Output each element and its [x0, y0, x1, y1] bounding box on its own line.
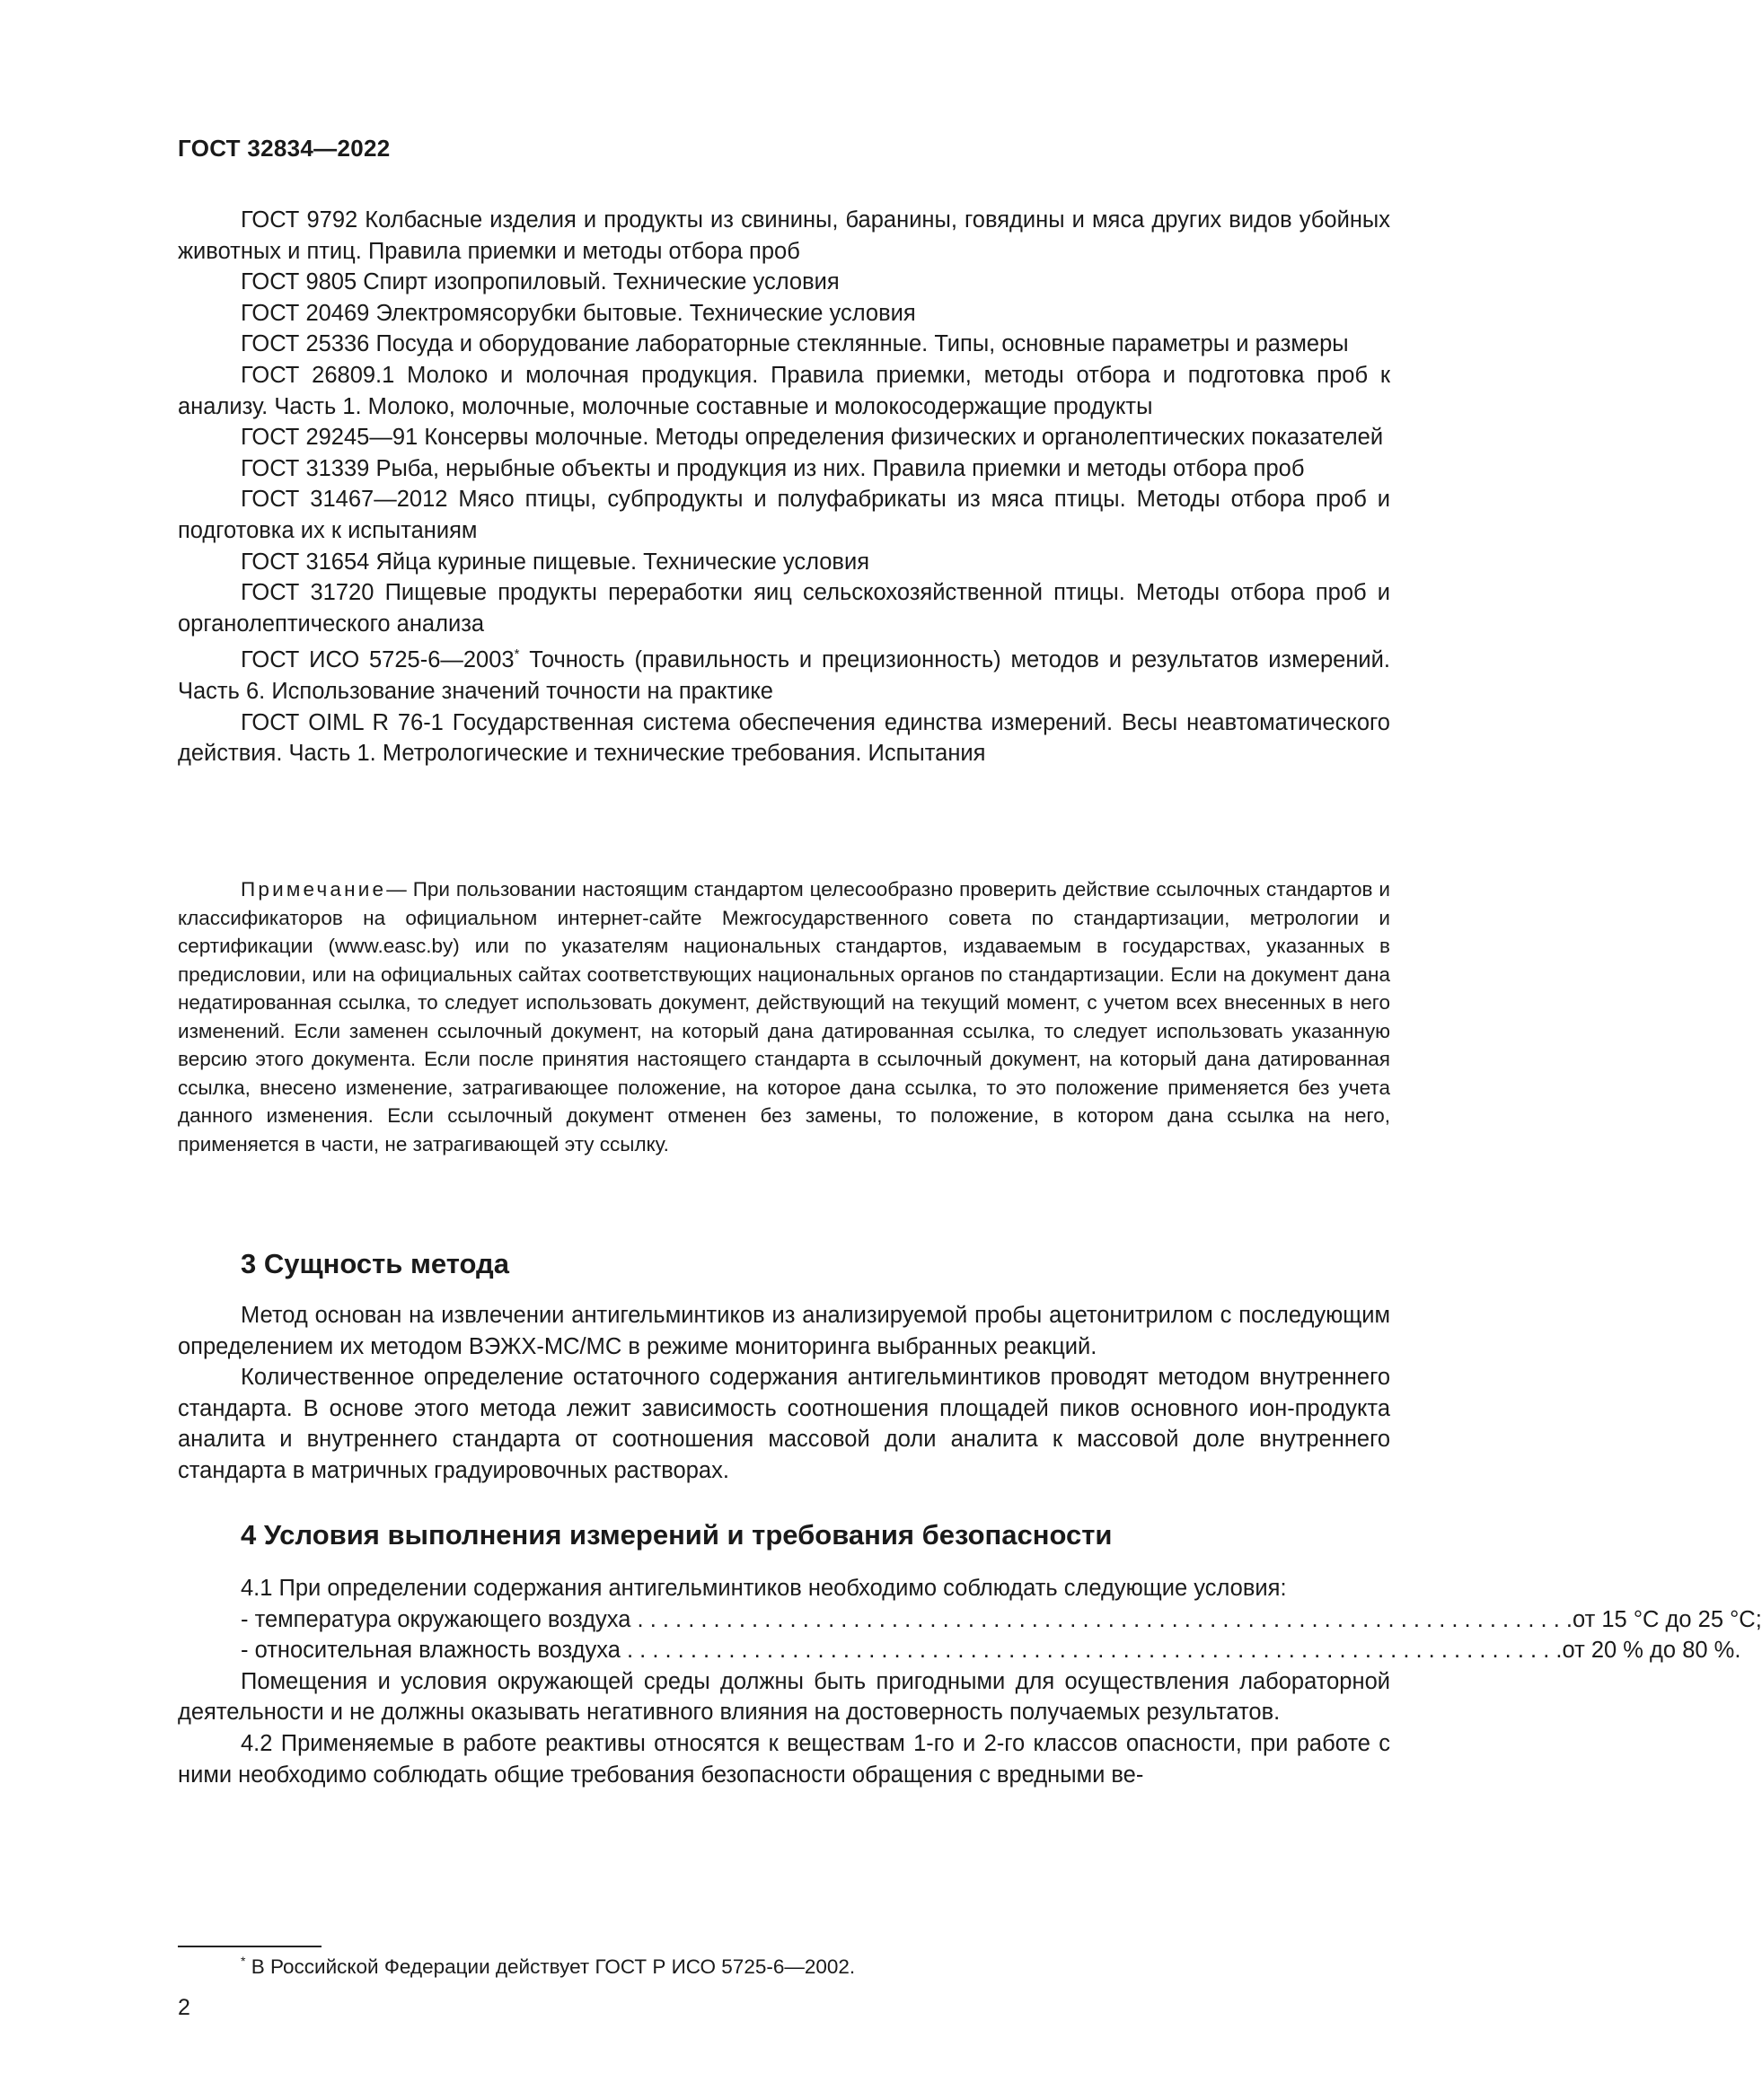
reference-item	[178, 639, 1390, 707]
paragraph: Количественное определение остаточного содержания антигельминтиков проводят методом внутреннего стандарта. В основе этого метода лежит зависимость соотношения площадей пиков основного ион-продукта аналита и внутреннего стандарта от соотношения массовой доли аналита к массовой доле внутреннего стандарта в матричных градуировочных растворах.	[178, 1365, 1390, 1483]
reference-item	[178, 547, 1390, 578]
normative-references-list	[178, 205, 1390, 769]
reference-title: Спирт изопропиловый. Технические условия	[363, 269, 840, 295]
leader-dots: . . . . . . . . . . . . . . . . . . . . . . . . . . . . . . . . . . . . . . . . . . . . . . . . . . . . . . . . . . . . . . . . . . . . . . . . . .	[630, 1606, 1573, 1632]
reference-code: ГОСТ 29245—91	[241, 425, 418, 451]
condition-item	[178, 1604, 1762, 1636]
condition-value: от 15 °С до 25 °С;	[1572, 1606, 1762, 1632]
paragraph: Метод основан на извлечении антигельминтиков из анализируемой пробы ацетонитрилом с последующим определением их методом ВЭЖХ-МС/МС в режиме мониторинга выбранных реакций.	[178, 1303, 1390, 1359]
paragraph: 4.2 Применяемые в работе реактивы относятся к веществам 1-го и 2-го классов опасности, при работе с ними необходимо соблюдать общие требования безопасности обращения с вредными ве-	[178, 1730, 1390, 1788]
condition-value: от 20 % до 80 %.	[1562, 1638, 1741, 1664]
reference-title: Молоко и молочная продукция. Правила приемки, методы отбора и подготовка проб к анализу. Часть 1. Молоко, молочные, молочные составные и молокосодержащие продукты	[178, 362, 1390, 419]
reference-code: ГОСТ 31339	[241, 455, 370, 481]
reference-item	[178, 360, 1390, 422]
paragraph: 4.1 При определении содержания антигельминтиков необходимо соблюдать следующие условия:	[241, 1576, 1287, 1601]
reference-item	[178, 422, 1390, 453]
reference-item	[178, 205, 1390, 267]
section-3-body	[178, 1300, 1390, 1487]
reference-title: Точность (правильность и прецизионность) методов и результатов измерений. Часть 6. Использование значений точности на практике	[178, 647, 1390, 704]
reference-code: ГОСТ 31720	[241, 580, 374, 606]
reference-code: ГОСТ 31654	[241, 549, 370, 575]
reference-item	[178, 577, 1390, 639]
page-number: 2	[178, 1995, 190, 2020]
paragraph: Помещения и условия окружающей среды должны быть пригодными для осуществления лабораторной деятельности и не должны оказывать негативного влияния на достоверность получаемых результатов.	[178, 1668, 1390, 1726]
reference-item	[178, 484, 1390, 546]
reference-item	[178, 329, 1390, 360]
note-text: — При пользовании настоящим стандартом целесообразно проверить действие ссылочных стандартов и классификаторов на официальном интернет-сайте Межгосударственного совета по стандартизации, метрологии и сертификации (www.easc.by) или по указателям национальных стандартов, издаваемым в государствах, указанных в предисловии, или на официальных сайтах соответствующих национальных органов по стандартизации. Если на документ дана недатированная ссылка, то следует использовать документ, действующий на текущий момент, с учетом всех внесенных в него изменений. Если заменен ссылочный документ, на который дана датированная ссылка, то следует использовать указанную версию этого документа. Если после принятия настоящего стандарта в ссылочный документ, на который дана датированная ссылка, внесено изменение, затрагивающее положение, на которое дана ссылка, то это положение применяется без учета данного изменения. Если ссылочный документ отменен без замены, то положение, в котором дана ссылка на него, применяется в части, не затрагивающей эту ссылку.	[178, 878, 1390, 1155]
footnote-marker: *	[514, 646, 520, 663]
condition-label: - температура окружающего воздуха	[241, 1606, 631, 1632]
footnote-text: В Российской Федерации действует ГОСТ Р ИСО 5725-6—2002.	[251, 1955, 856, 1978]
reference-title: Государственная система обеспечения единства измерений. Весы неавтоматического действия. Часть 1. Метрологические и технические требования. Испытания	[178, 709, 1390, 767]
reference-title: Пищевые продукты переработки яиц сельскохозяйственной птицы. Методы отбора проб и органолептического анализа	[178, 580, 1390, 637]
footnote	[241, 1954, 855, 1979]
reference-code: ГОСТ OIML R 76-1	[241, 709, 444, 735]
reference-title: Рыба, нерыбные объекты и продукция из них. Правила приемки и методы отбора проб	[375, 455, 1305, 481]
reference-code: ГОСТ 26809.1	[241, 362, 395, 388]
reference-code: ГОСТ 9805	[241, 269, 357, 295]
section-4-body	[178, 1573, 1762, 1790]
reference-code: ГОСТ 9792	[241, 207, 358, 233]
footnote-marker: *	[241, 1954, 246, 1968]
reference-item	[178, 707, 1390, 769]
reference-title: Посуда и оборудование лабораторные стеклянные. Типы, основные параметры и размеры	[375, 331, 1349, 357]
note-label: Примечание	[241, 878, 387, 901]
leader-dots: . . . . . . . . . . . . . . . . . . . . . . . . . . . . . . . . . . . . . . . . . . . . . . . . . . . . . . . . . . . . . . . . . . . . . . . . . .	[620, 1638, 1563, 1664]
reference-title: Консервы молочные. Методы определения физических и органолептических показателей	[424, 425, 1384, 451]
reference-code: ГОСТ 31467—2012	[241, 487, 448, 513]
document-header: ГОСТ 32834—2022	[178, 135, 391, 162]
section-3-heading: 3 Сущность метода	[241, 1248, 509, 1279]
reference-code: ГОСТ 25336	[241, 331, 370, 357]
reference-title: Яйца куриные пищевые. Технические условия	[375, 549, 870, 575]
reference-title: Мясо птицы, субпродукты и полуфабрикаты из мяса птицы. Методы отбора проб и подготовка их к испытаниям	[178, 487, 1391, 543]
section-4-heading: 4 Условия выполнения измерений и требования безопасности	[241, 1519, 1113, 1551]
reference-title: Электромясорубки бытовые. Технические условия	[375, 300, 916, 326]
reference-item	[178, 453, 1390, 485]
reference-title: Колбасные изделия и продукты из свинины, баранины, говядины и мяса других видов убойных животных и птиц. Правила приемки и методы отбора проб	[178, 207, 1391, 264]
condition-item	[178, 1635, 1741, 1666]
reference-item	[178, 298, 1390, 329]
note-block	[178, 875, 1390, 1158]
footnote-separator	[178, 1946, 322, 1947]
condition-label: - относительная влажность воздуха	[241, 1638, 621, 1664]
reference-code: ГОСТ ИСО 5725-6—2003	[241, 647, 515, 673]
reference-item	[178, 267, 1390, 298]
reference-code: ГОСТ 20469	[241, 300, 370, 326]
